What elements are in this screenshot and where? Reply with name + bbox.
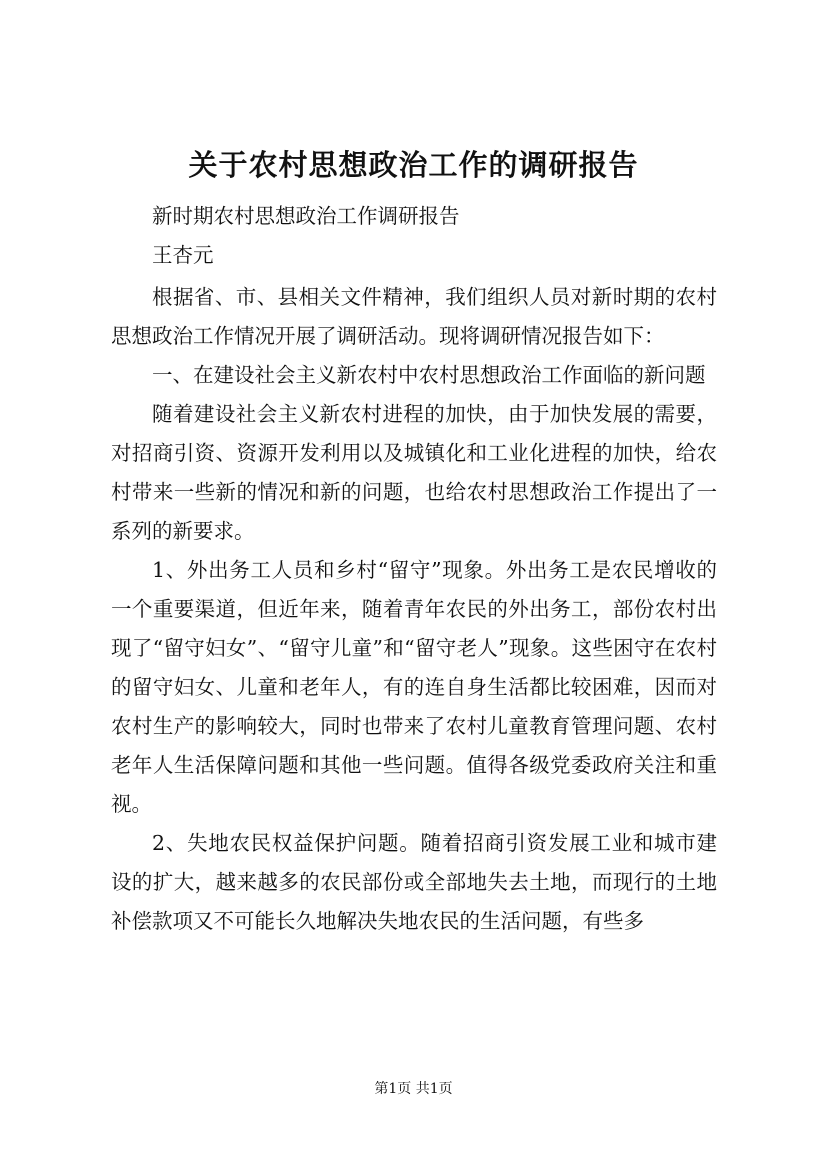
document-body	[111, 197, 717, 941]
page-footer: 第1页 共1页	[374, 1081, 453, 1097]
author-paragraph: 王杏元	[152, 243, 214, 267]
body-paragraph: 随着建设社会主义新农村进程的加快，由于加快发展的需要，对招商引资、资源开发利用以及城镇化和工业化进程的加快，给农村带来一些新的情况和新的问题，也给农村思想政治工作提出了一系列的新要求。	[111, 402, 717, 543]
body-paragraph: 根据省、市、县相关文件精神，我们组织人员对新时期的农村思想政治工作情况开展了调研活动。现将调研情况报告如下：	[111, 285, 717, 348]
body-paragraph: 2、失地农民权益保护问题。随着招商引资发展工业和城市建设的扩大，越来越多的农民部份或全部地失去土地，而现行的土地补偿款项又不可能长久地解决失地农民的生活问题，有些多	[111, 831, 717, 933]
subtitle-paragraph: 新时期农村思想政治工作调研报告	[152, 204, 460, 228]
body-paragraph: 1、外出务工人员和乡村“留守”现象。外出务工是农民增收的一个重要渠道，但近年来，随着青年农民的外出务工，部份农村出现了“留守妇女”、“留守儿童”和“留守老人”现象。这些困守在农村的留守妇女、儿童和老年人，有的连自身生活都比较困难，因而对农村生产的影响较大，同时也带来了农村儿童教育管理问题、农村老年人生活保障问题和其他一些问题。值得各级党委政府关注和重视。	[111, 558, 717, 816]
document-title: 关于农村思想政治工作的调研报告	[188, 148, 639, 182]
section-heading-paragraph: 一、在建设社会主义新农村中农村思想政治工作面临的新问题	[152, 363, 706, 387]
